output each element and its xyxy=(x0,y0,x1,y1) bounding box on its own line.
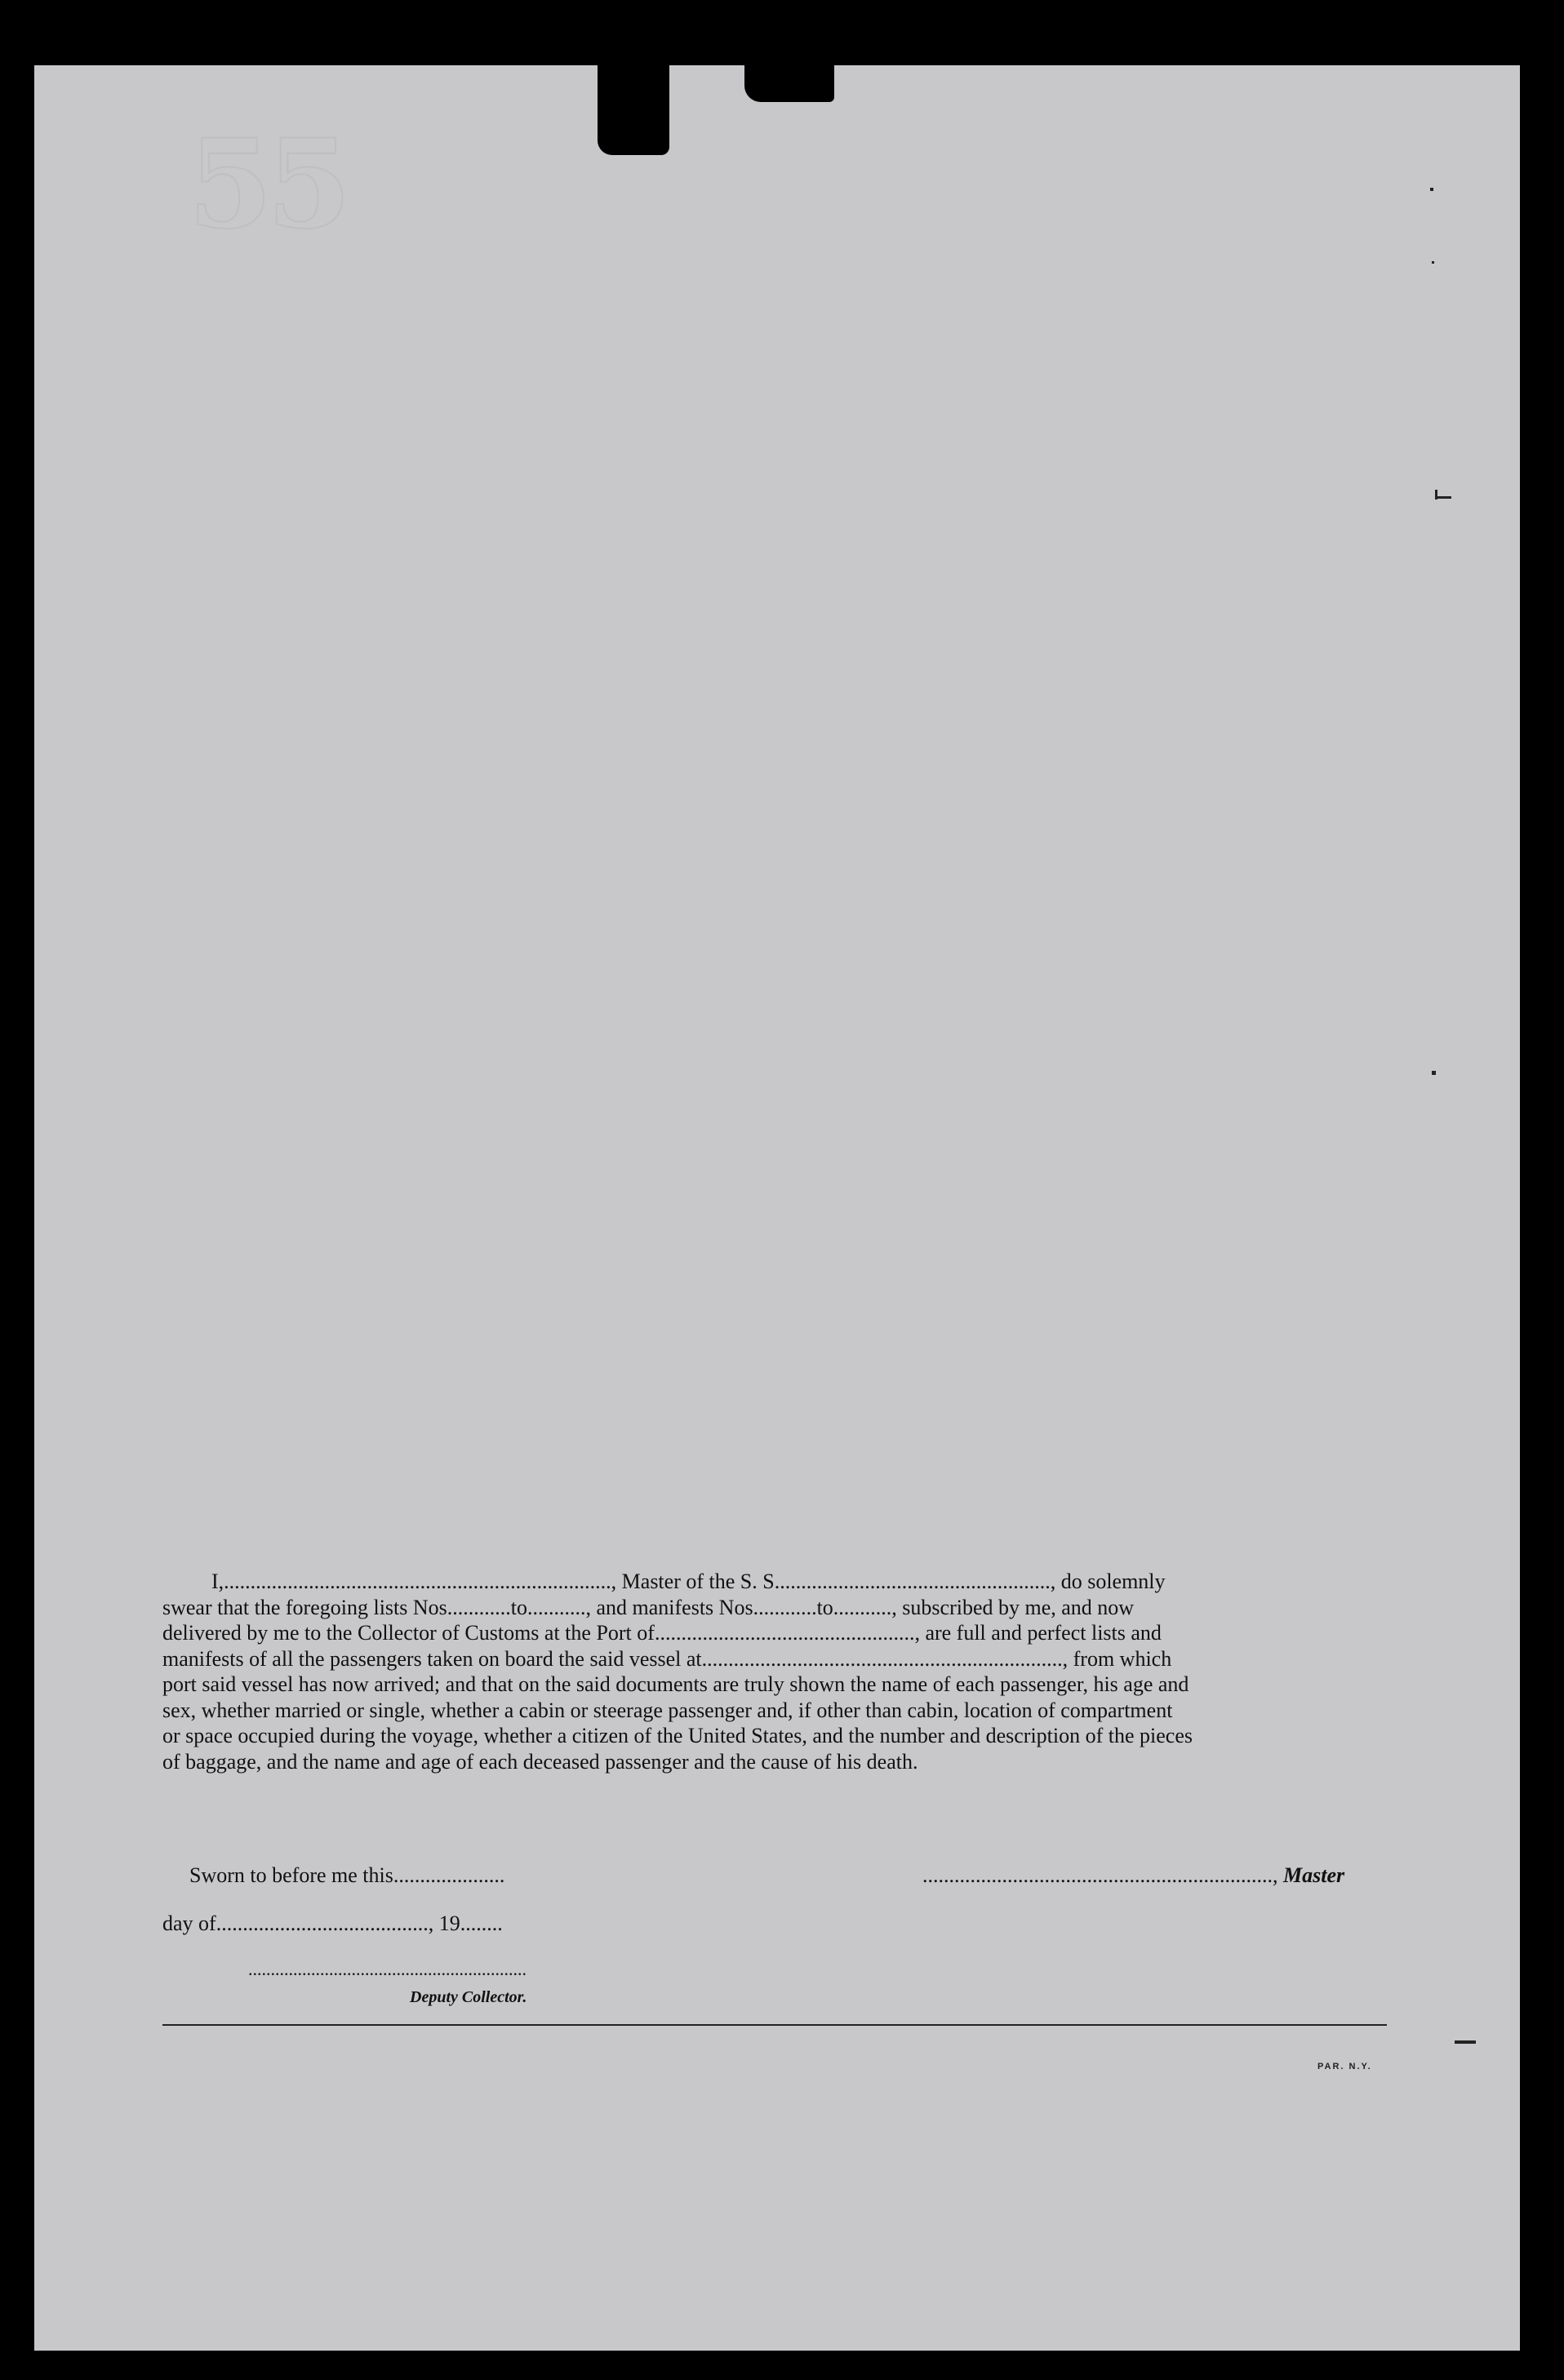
deputy-collector-label: Deputy Collector. xyxy=(410,1988,527,2006)
faded-stamp-number: 55 xyxy=(188,113,345,256)
speck xyxy=(1432,1071,1436,1075)
oath-line: sex, whether married or single, whether a cabin or steerage passenger and, if other than cabin, location of compartment xyxy=(162,1698,1173,1722)
sworn-line: Sworn to before me this..................... xyxy=(189,1863,505,1887)
oath-paragraph xyxy=(162,1569,1432,1774)
document-page xyxy=(34,65,1520,2351)
horizontal-rule xyxy=(162,2024,1387,2026)
speck xyxy=(1455,2040,1476,2044)
binding-tab xyxy=(598,65,669,155)
speck xyxy=(1432,261,1434,264)
oath-line: or space occupied during the voyage, whether a citizen of the United States, and the number and description of the pieces xyxy=(162,1724,1193,1747)
master-label: Master xyxy=(1283,1863,1345,1887)
master-dots: .................................................................., xyxy=(922,1863,1283,1887)
oath-line: delivered by me to the Collector of Customs at the Port of................................................., are full and perfect lists and xyxy=(162,1621,1162,1645)
oath-line: swear that the foregoing lists Nos............to..........., and manifests Nos............to..........., subscribed by me, and now xyxy=(162,1595,1135,1619)
speck xyxy=(1430,188,1433,191)
speck xyxy=(1435,496,1451,499)
oath-line: port said vessel has now arrived; and that on the said documents are truly shown the name of each passenger, his age and xyxy=(162,1672,1189,1696)
deputy-signature-dots: .............................................................. xyxy=(248,1959,527,1979)
master-signature-line xyxy=(922,1863,1344,1888)
oath-line: of baggage, and the name and age of each deceased passenger and the cause of his death. xyxy=(162,1749,918,1774)
day-of-line: day of........................................, 19........ xyxy=(162,1912,503,1935)
binding-tab xyxy=(744,65,834,102)
oath-line: I,........................................................................., Master of the S. S...................................................., do solemnly xyxy=(211,1570,1166,1593)
printer-mark: PAR. N.Y. xyxy=(1317,2062,1372,2071)
oath-line: manifests of all the passengers taken on board the said vessel at...................................................................., from which xyxy=(162,1646,1172,1671)
